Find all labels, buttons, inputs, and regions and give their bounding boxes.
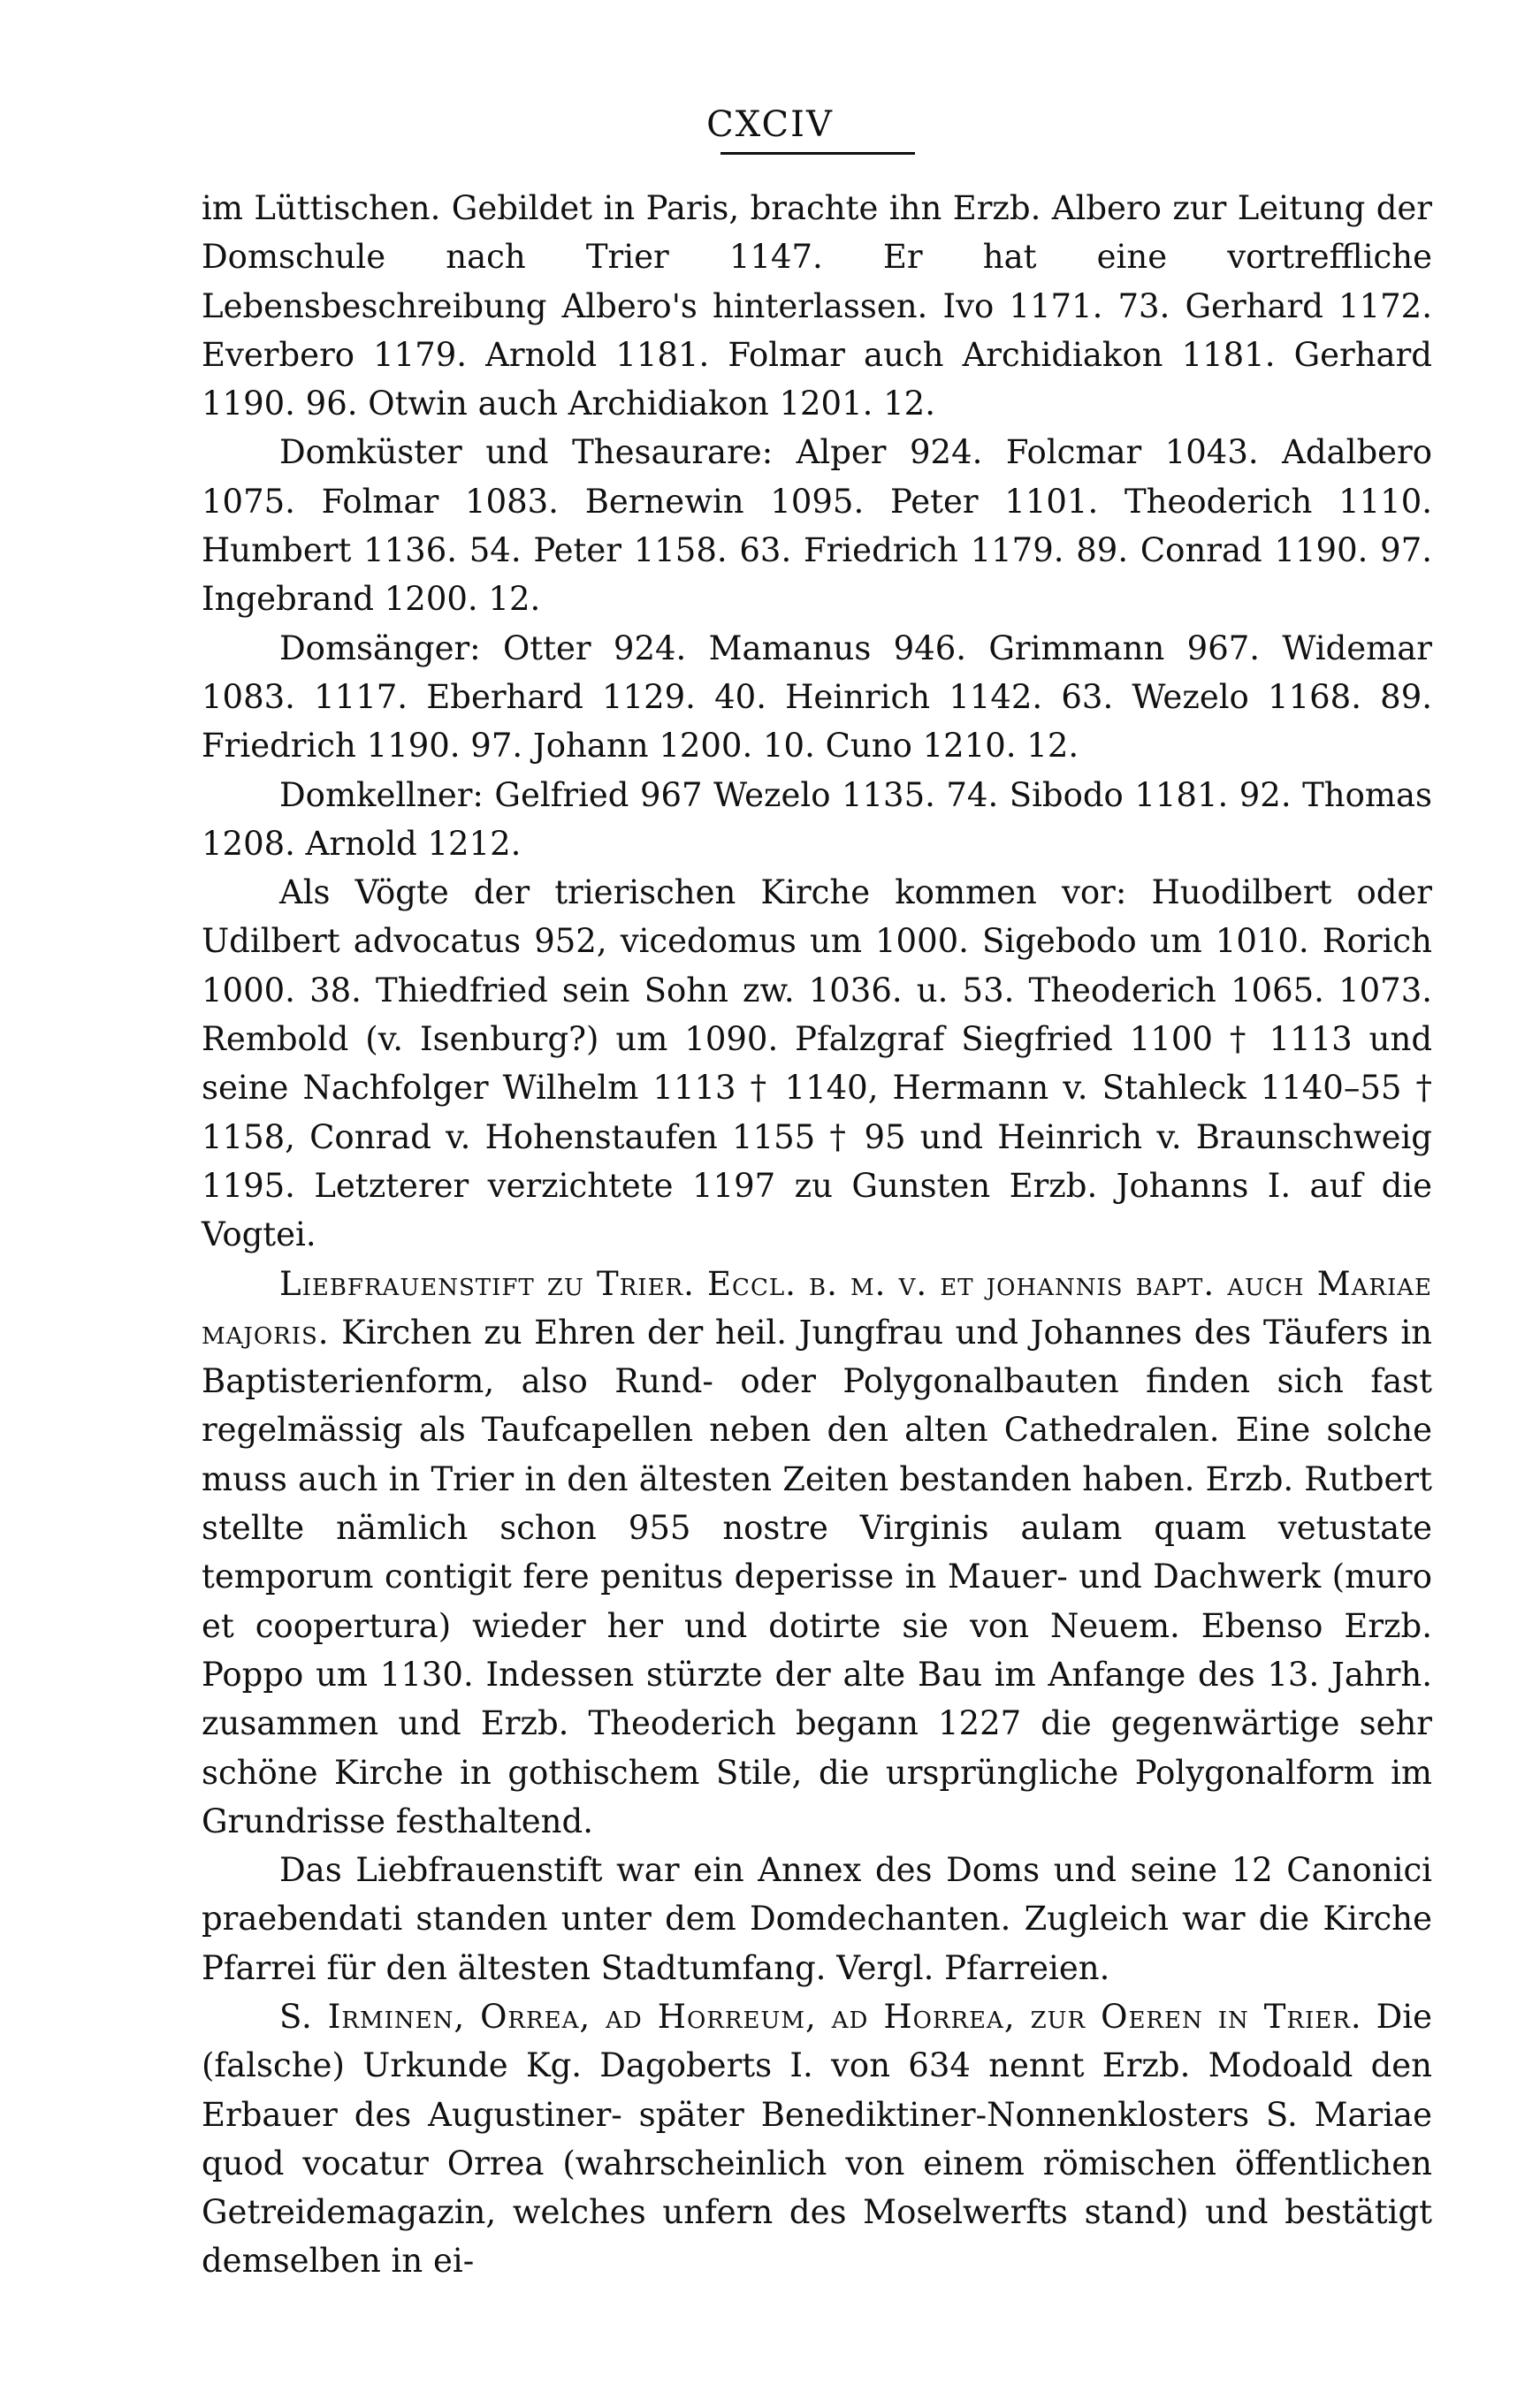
paragraph-domkellner: Domkellner: Gelfried 967 Wezelo 1135. 74. Sibodo 1181. 92. Thomas 1208. Arnold 1212. bbox=[202, 775, 1432, 863]
paragraph-irminen-text: Die (falsche) Urkunde Kg. Dagoberts I. von 634 nennt Erzb. Modoald den Erbauer des Augustiner- später Benediktiner-Nonnenklosters S. Mariae quod vocatur Orrea (wahrscheinlich von einem römischen öffentlichen Getreidemagazin, welches unfern des Moselwerfts stand) und bestätigt demselben in ei- bbox=[202, 1997, 1432, 2281]
paragraph-liebfrauenstift bbox=[202, 1260, 1432, 1847]
paragraph-irminen bbox=[202, 1992, 1432, 2286]
paragraph-liebfrauenstift-text: Kirchen zu Ehren der heil. Jungfrau und Johannes des Täufers in Baptisterienform, also Rund- oder Polygonalbauten finden sich fast regelmässig als Taufcapellen neben den alten Cathedralen. Eine solche muss auch in Trier in den ältesten Zeiten bestanden haben. Erzb. Rutbert stellte nämlich schon 955 nostre Virginis aulam quam vetustate temporum contigit fere penitus deperisse in Mauer- und Dachwerk (muro et coopertura) wieder her und dotirte sie von Neuem. Ebenso Erzb. Poppo um 1130. Indessen stürzte der alte Bau im Anfange des 13. Jahrh. zusammen und Erzb. Theoderich begann 1227 die gegenwärtige sehr schöne Kirche in gothischem Stile, die ursprüngliche Polygonalform im Grundrisse festhaltend. bbox=[202, 1313, 1432, 1840]
paragraph-voegte: Als Vögte der trierischen Kirche kommen vor: Huodilbert oder Udilbert advocatus 952, vicedomus um 1000. Sigebodo um 1010. Rorich 1000. 38. Thiedfried sein Sohn zw. 1036. u. 53. Theoderich 1065. 1073. Rembold (v. Isenburg?) um 1090. Pfalzgraf Siegfried 1100 † 1113 und seine Nachfolger Wilhelm 1113 † 1140, Hermann v. Stahleck 1140–55 † 1158, Conrad v. Hohenstaufen 1155 † 95 und Heinrich v. Braunschweig 1195. Letzterer verzichtete 1197 zu Gunsten Erzb. Johanns I. auf die Vogtei. bbox=[202, 873, 1432, 1254]
body-text bbox=[202, 184, 1432, 2286]
paragraph-domkuester: Domküster und Thesaurare: Alper 924. Folcmar 1043. Adalbero 1075. Folmar 1083. Bernewin 1095. Peter 1101. Theoderich 1110. Humbert 1136. 54. Peter 1158. 63. Friedrich 1179. 89. Conrad 1190. 97. Ingebrand 1200. 12. bbox=[202, 433, 1432, 619]
section-heading-liebfrauenstift: Liebfrauenstift zu Trier. Eccl. b. m. v. et johannis bapt. auch Mariae majoris. bbox=[202, 1264, 1432, 1352]
header-rule bbox=[720, 152, 915, 155]
page-number: CXCIV bbox=[706, 104, 834, 145]
section-heading-irminen: S. Irminen, Orrea, ad Horreum, ad Horrea, zur Oeren in Trier. bbox=[279, 1997, 1362, 2036]
paragraph-domscholaster-continued: im Lüttischen. Gebildet in Paris, brachte ihn Erzb. Albero zur Leitung der Domschule nach Trier 1147. Er hat eine vortreffliche Lebensbeschreibung Albero's hinterlassen. Ivo 1171. 73. Gerhard 1172. Everbero 1179. Arnold 1181. Folmar auch Archidiakon 1181. Gerhard 1190. 96. Otwin auch Archidiakon 1201. 12. bbox=[202, 189, 1432, 423]
paragraph-liebfrauenstift-annex: Das Liebfrauenstift war ein Annex des Doms und seine 12 Canonici praebendati standen unter dem Domdechanten. Zugleich war die Kirche Pfarrei für den ältesten Stadtumfang. Vergl. Pfarreien. bbox=[202, 1851, 1432, 1987]
paragraph-domsaenger: Domsänger: Otter 924. Mamanus 946. Grimmann 967. Widemar 1083. 1117. Eberhard 1129. 40. Heinrich 1142. 63. Wezelo 1168. 89. Friedrich 1190. 97. Johann 1200. 10. Cuno 1210. 12. bbox=[202, 628, 1432, 766]
